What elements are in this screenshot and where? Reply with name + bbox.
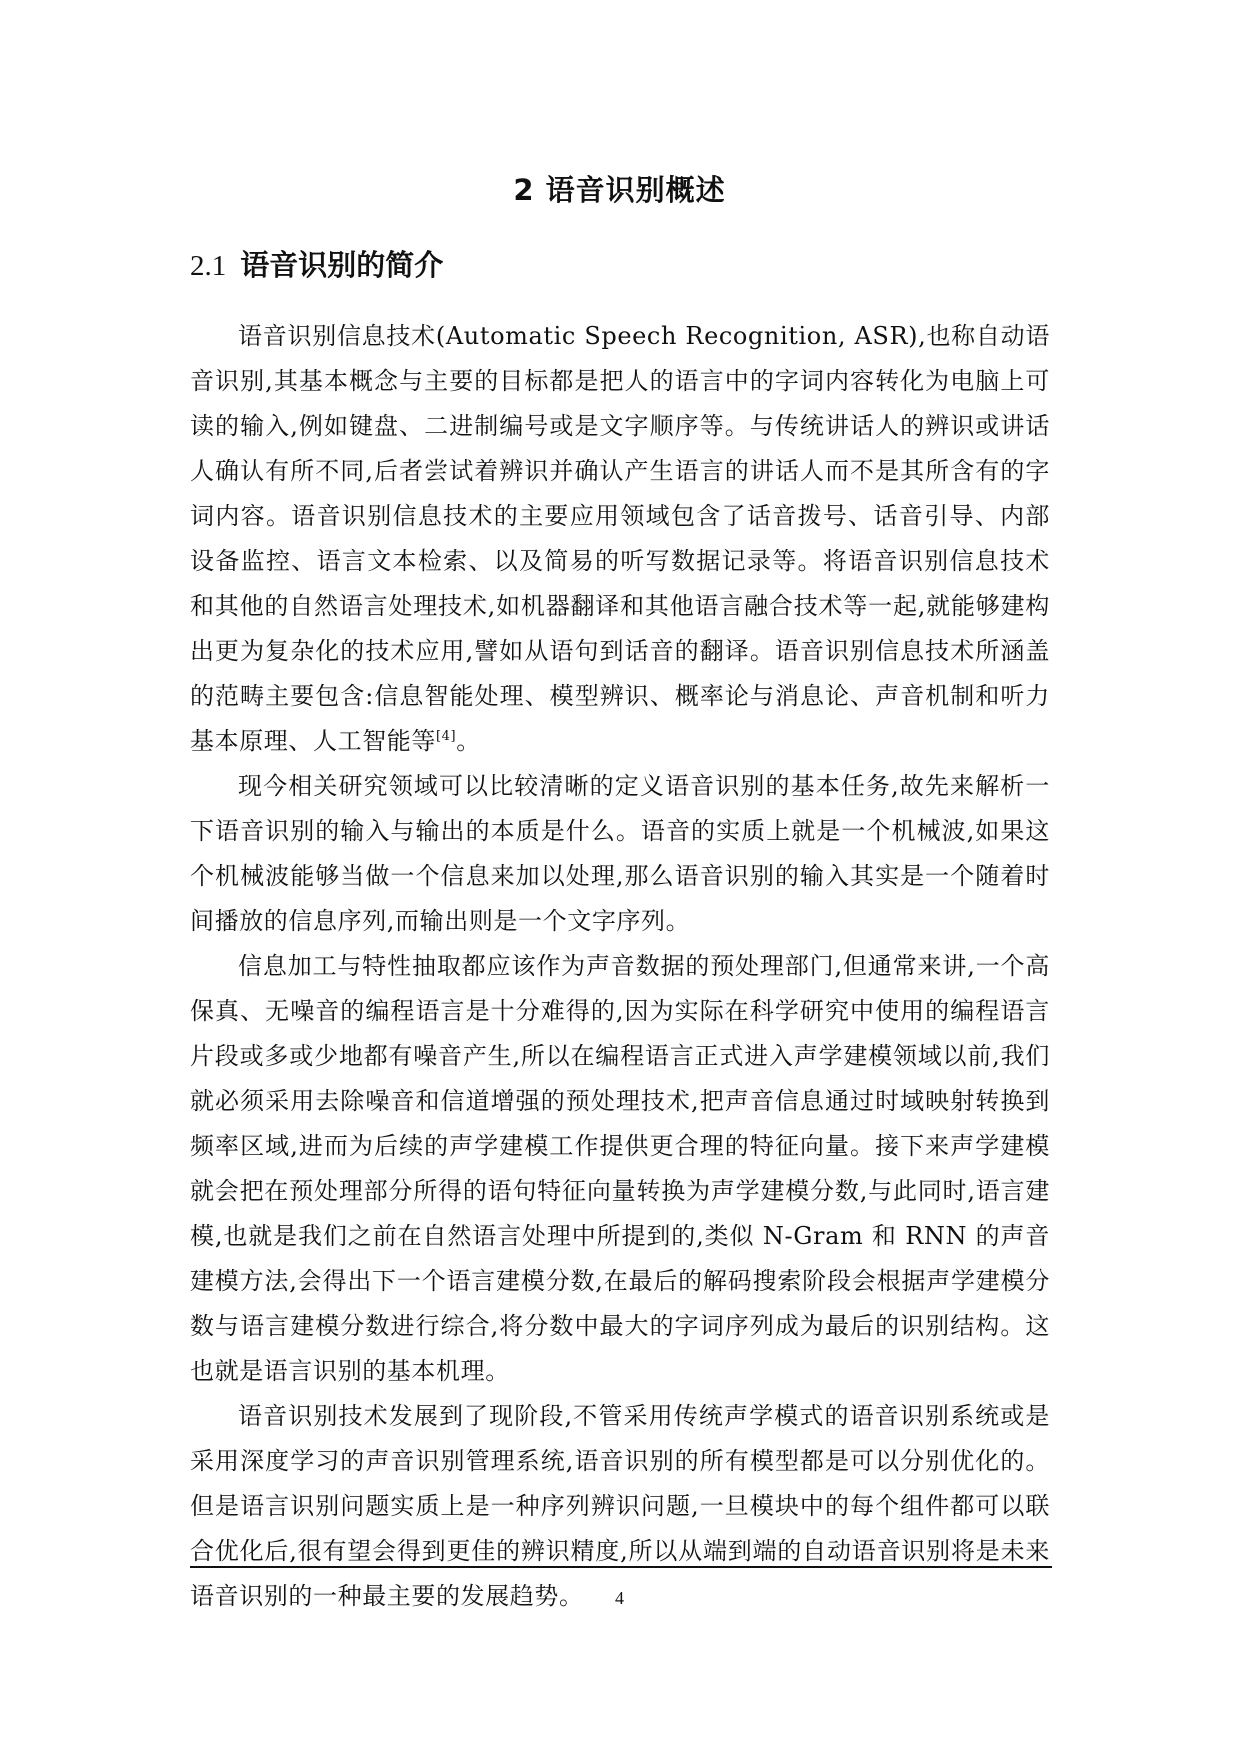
paragraph-1-text: 语音识别信息技术(Automatic Speech Recognition, ASR),也称自动语音识别,其基本概念与主要的目标都是把人的语言中的字词内容转化为电脑上可读的输入,例如键盘、二进制编号或是文字顺序等。与传统讲话人的辨识或讲话人确认有所不同,后者尝试着辨识并确认产生语言的讲话人而不是其所含有的字词内容。语音识别信息技术的主要应用领域包含了话音拨号、话音引导、内部设备监控、语言文本检索、以及简易的听写数据记录等。将语音识别信息技术和其他的自然语言处理技术,如机器翻译和其他语言融合技术等一起,就能够建构出更为复杂化的技术应用,譬如从语句到话音的翻译。语音识别信息技术所涵盖的范畴主要包含:信息智能处理、模型辨识、概率论与消息论、声音机制和听力基本原理、人工智能等 xyxy=(190,322,1050,755)
paragraph-3: 信息加工与特性抽取都应该作为声音数据的预处理部门,但通常来讲,一个高保真、无噪音的编程语言是十分难得的,因为实际在科学研究中使用的编程语言片段或多或少地都有噪音产生,所以在编程语言正式进入声学建模领域以前,我们就必须采用去除噪音和信道增强的预处理技术,把声音信息通过时域映射转换到频率区域,进而为后续的声学建模工作提供更合理的特征向量。接下来声学建模就会把在预处理部分所得的语句特征向量转换为声学建模分数,与此同时,语言建模,也就是我们之前在自然语言处理中所提到的,类似 N-Gram 和 RNN 的声音建模方法,会得出下一个语言建模分数,在最后的解码搜索阶段会根据声学建模分数与语言建模分数进行综合,将分数中最大的字词序列成为最后的识别结构。这也就是语言识别的基本机理。 xyxy=(190,952,1050,1385)
section-heading xyxy=(190,243,443,284)
section-title: 语音识别的简介 xyxy=(240,248,444,282)
paragraph-4: 语音识别技术发展到了现阶段,不管采用传统声学模式的语音识别系统或是采用深度学习的声音识别管理系统,语音识别的所有模型都是可以分别优化的。但是语言识别问题实质上是一种序列辨识问题,一旦模块中的每个组件都可以联合优化后,很有望会得到更佳的辨识精度,所以从端到端的自动语音识别将是未来语音识别的一种最主要的发展趋势。 xyxy=(190,1402,1050,1610)
paragraph-1-end: 。 xyxy=(456,727,481,755)
citation-marker: [4] xyxy=(436,729,457,744)
paragraph-2: 现今相关研究领域可以比较清晰的定义语音识别的基本任务,故先来解析一下语音识别的输入与输出的本质是什么。语音的实质上就是一个机械波,如果这个机械波能够当做一个信息来加以处理,那么语音识别的输入其实是一个随着时间播放的信息序列,而输出则是一个文字序列。 xyxy=(190,772,1050,935)
section-number: 2.1 xyxy=(190,250,227,282)
page-number: 4 xyxy=(615,1588,624,1608)
body-text xyxy=(190,314,1050,1619)
chapter-title: 2 语音识别概述 xyxy=(513,173,726,207)
paragraph-1 xyxy=(190,314,1050,764)
footer-divider xyxy=(190,1566,1052,1568)
